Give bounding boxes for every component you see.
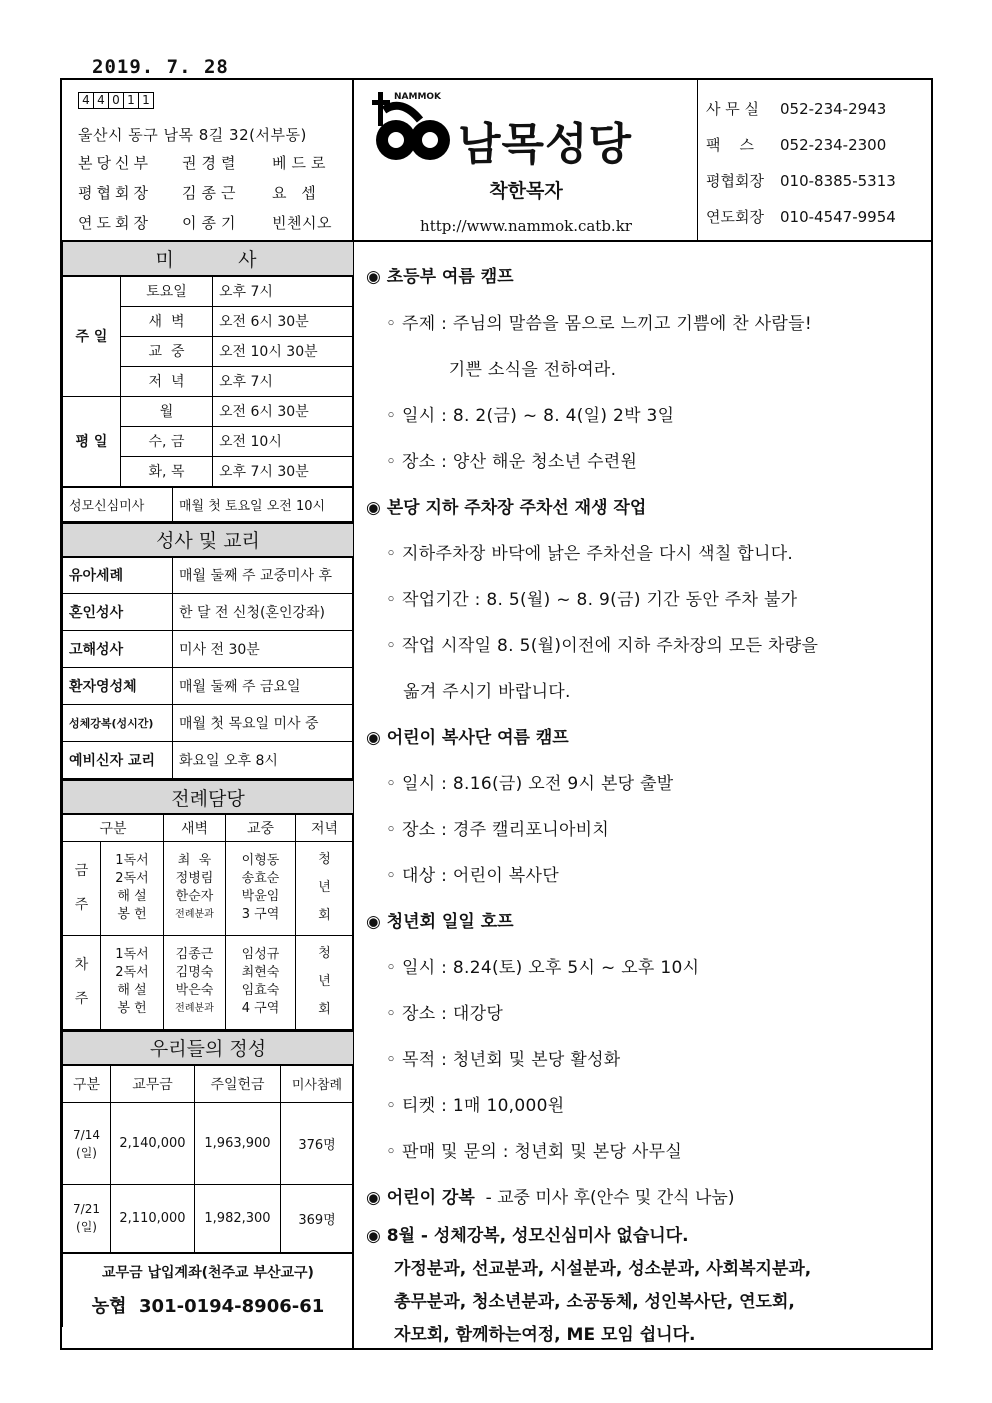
offering-table: [62, 1030, 354, 1327]
sacrament-name: 예비신자 교리: [63, 742, 173, 779]
liturgy-week: 차 주: [63, 935, 101, 1029]
mass-name: 새 벽: [121, 306, 213, 336]
notice-line: ◦ 일시 : 8.16(금) 오전 9시 본당 출발: [386, 774, 674, 794]
sacrament-name: 성체강복(성시간): [63, 705, 173, 742]
header-info: [62, 80, 354, 240]
staff-president: 평협회장 김종근 요 셉: [78, 184, 321, 202]
table-row: [63, 1103, 354, 1185]
offering-header: 주일헌금: [195, 1065, 281, 1103]
weekday-label: 평 일: [63, 396, 121, 486]
staff-prayer-leader: 연도회장 이종기 빈첸시오: [78, 214, 332, 232]
account-number: 농협 301-0194-8906-61: [91, 1296, 325, 1317]
notice-line: ◦ 장소 : 경주 캘리포니아비치: [386, 820, 610, 840]
contact-fax: 팩 스 052-234-2300: [706, 136, 887, 154]
liturgy-dawn: 김종근 김명숙 박은숙 전례분과: [164, 935, 226, 1029]
sacrament-name: 환자영성체: [63, 668, 173, 705]
notice-line: 옮겨 주시기 바랍니다.: [386, 682, 571, 702]
mass-name: 화, 목: [121, 456, 213, 486]
liturgy-dawn: 최 욱 정병림 한순자 전례분과: [164, 841, 226, 935]
header-contacts: [698, 80, 931, 240]
notice-heading: ◉ 8월 - 성체강복, 성모신심미사 없습니다.: [366, 1226, 689, 1246]
notice-heading: ◉ 초등부 여름 캠프: [366, 267, 514, 287]
account-title: 교무금 납입계좌(천주교 부산교구): [102, 1265, 314, 1281]
zip-digit: 0: [108, 92, 124, 109]
liturgy-table: [62, 779, 354, 1030]
sunday-label: 주 일: [63, 276, 121, 396]
liturgy-title: 전례담당: [63, 780, 354, 814]
notice-line: ◦ 대상 : 어린이 복사단: [386, 866, 559, 886]
zip-digit: 1: [138, 92, 154, 109]
sacrament-name: 고해성사: [63, 631, 173, 668]
notice-line: 기쁜 소식을 전하여라.: [386, 360, 617, 380]
offering-header: 교무금: [111, 1065, 195, 1103]
sacrament-value: 매월 첫 목요일 미사 중: [173, 705, 354, 742]
left-column: [62, 242, 354, 1350]
bulletin-date: 2019. 7. 28: [92, 56, 229, 78]
offering-header: 구분: [63, 1065, 111, 1103]
zip-digit: 4: [78, 92, 94, 109]
notice-line: ◦ 주제 : 주님의 말씀을 몸으로 느끼고 기쁨에 찬 사람들!: [386, 314, 812, 334]
bulletin-subtitle: 착한목자: [489, 180, 563, 202]
notice-heading-children-blessing: ◉ 어린이 강복 - 교중 미사 후(안수 및 간식 나눔): [366, 1188, 735, 1208]
liturgy-header: 저녁: [296, 814, 354, 841]
notice-heading: ◉ 어린이 복사단 여름 캠프: [366, 728, 569, 748]
address: 울산시 동구 남목 8길 32(서부동): [78, 126, 307, 144]
mass-time: 오전 10시: [213, 426, 354, 456]
special-mass-time: 매월 첫 토요일 오전 10시: [173, 487, 354, 521]
sacraments-title: 성사 및 교리: [63, 523, 354, 557]
offering-dues: 2,140,000: [111, 1103, 195, 1185]
liturgy-week: 금 주: [63, 841, 101, 935]
church-url[interactable]: http://www.nammok.catb.kr: [420, 217, 632, 235]
mass-name: 저 녁: [121, 366, 213, 396]
bulletin-frame: [60, 78, 933, 1350]
offering-attendance: 369명: [281, 1185, 354, 1253]
mass-name: 수, 금: [121, 426, 213, 456]
notice-bold-line: 가정분과, 선교분과, 시설분과, 성소분과, 사회복지분과,: [394, 1259, 812, 1279]
offering-date: 7/14 (일): [63, 1103, 111, 1185]
mass-time: 오후 7시 30분: [213, 456, 354, 486]
liturgy-header: 교중: [226, 814, 296, 841]
account-info: [63, 1253, 354, 1327]
offering-header: 미사참례: [281, 1065, 354, 1103]
offering-date: 7/21 (일): [63, 1185, 111, 1253]
sacrament-name: 유아세례: [63, 557, 173, 594]
liturgy-evening: 청 년 회: [296, 935, 354, 1029]
sacrament-value: 매월 둘째 주 교중미사 후: [173, 557, 354, 594]
church-name: 남목성당: [458, 119, 633, 170]
notice-line: ◦ 장소 : 대강당: [386, 1004, 504, 1024]
offering-attendance: 376명: [281, 1103, 354, 1185]
liturgy-header: 새벽: [164, 814, 226, 841]
notice-line: ◦ 티켓 : 1매 10,000원: [386, 1096, 565, 1116]
zip-digit: 1: [123, 92, 139, 109]
mass-schedule-table: [62, 242, 354, 487]
notice-line: ◦ 목적 : 청년회 및 본당 활성화: [386, 1050, 621, 1070]
notice-line: ◦ 일시 : 8.24(토) 오후 5시 ~ 오후 10시: [386, 958, 700, 978]
header: [62, 80, 931, 242]
contact-president: 평협회장 010-8385-5313: [706, 172, 896, 190]
notice-bold-line: 자모회, 함께하는여정, ME 모임 쉽니다.: [394, 1325, 696, 1345]
notice-line: ◦ 작업기간 : 8. 5(월) ~ 8. 9(금) 기간 동안 주차 불가: [386, 590, 798, 610]
table-row: [63, 1185, 354, 1253]
notices: [356, 242, 931, 1350]
liturgy-roles: 1독서 2독서 해 설 봉 헌: [101, 841, 164, 935]
special-mass-name: 성모신심미사: [63, 487, 173, 521]
mass-time: 오전 10시 30분: [213, 336, 354, 366]
contact-office: 사 무 실 052-234-2943: [706, 100, 887, 118]
sacrament-value: 화요일 오후 8시: [173, 742, 354, 779]
sacrament-value: 한 달 전 신청(혼인강좌): [173, 594, 354, 631]
header-logo: [354, 80, 698, 240]
mass-title: 미 사: [63, 242, 354, 276]
notice-line: ◦ 일시 : 8. 2(금) ~ 8. 4(일) 2박 3일: [386, 406, 675, 426]
sacraments-table: [62, 522, 354, 780]
sacrament-value: 매월 둘째 주 금요일: [173, 668, 354, 705]
mass-name: 월: [121, 396, 213, 426]
notice-heading: ◉ 본당 지하 주차장 주차선 재생 작업: [366, 498, 647, 518]
notice-line: ◦ 작업 시작일 8. 5(월)이전에 지하 주차장의 모든 차량을: [386, 636, 819, 656]
mass-time: 오후 7시: [213, 366, 354, 396]
mass-name: 교 중: [121, 336, 213, 366]
liturgy-main: 임성규 최현숙 임효숙 4 구역: [226, 935, 296, 1029]
special-mass-table: [62, 487, 354, 522]
notice-line: ◦ 판매 및 문의 : 청년회 및 본당 사무실: [386, 1142, 683, 1162]
notice-line: ◦ 지하주차장 바닥에 낡은 주차선을 다시 색칠 합니다.: [386, 544, 794, 564]
notice-heading: ◉ 청년회 일일 호프: [366, 912, 514, 932]
sacrament-value: 미사 전 30분: [173, 631, 354, 668]
notice-bold-line: 총무분과, 청소년분과, 소공동체, 성인복사단, 연도회,: [394, 1292, 795, 1312]
mass-name: 토요일: [121, 276, 213, 306]
mass-time: 오전 6시 30분: [213, 306, 354, 336]
sacrament-name: 혼인성사: [63, 594, 173, 631]
zip-code: [78, 92, 153, 109]
liturgy-header: 구분: [63, 814, 164, 841]
offering-collection: 1,982,300: [195, 1185, 281, 1253]
liturgy-evening: 청 년 회: [296, 841, 354, 935]
logo-small-text: NAMMOK: [394, 92, 442, 102]
church-logo: [372, 90, 682, 170]
contact-prayer-leader: 연도회장 010-4547-9954: [706, 208, 896, 226]
mass-time: 오후 7시: [213, 276, 354, 306]
notice-line: ◦ 장소 : 양산 해운 청소년 수련원: [386, 452, 638, 472]
staff-pastor: 본당신부 권경렬 베드로: [78, 154, 331, 172]
mass-time: 오전 6시 30분: [213, 396, 354, 426]
offering-title: 우리들의 정성: [63, 1031, 354, 1065]
offering-dues: 2,110,000: [111, 1185, 195, 1253]
liturgy-main: 이형동 송효순 박윤임 3 구역: [226, 841, 296, 935]
zip-digit: 4: [93, 92, 109, 109]
offering-collection: 1,963,900: [195, 1103, 281, 1185]
liturgy-roles: 1독서 2독서 해 설 봉 헌: [101, 935, 164, 1029]
